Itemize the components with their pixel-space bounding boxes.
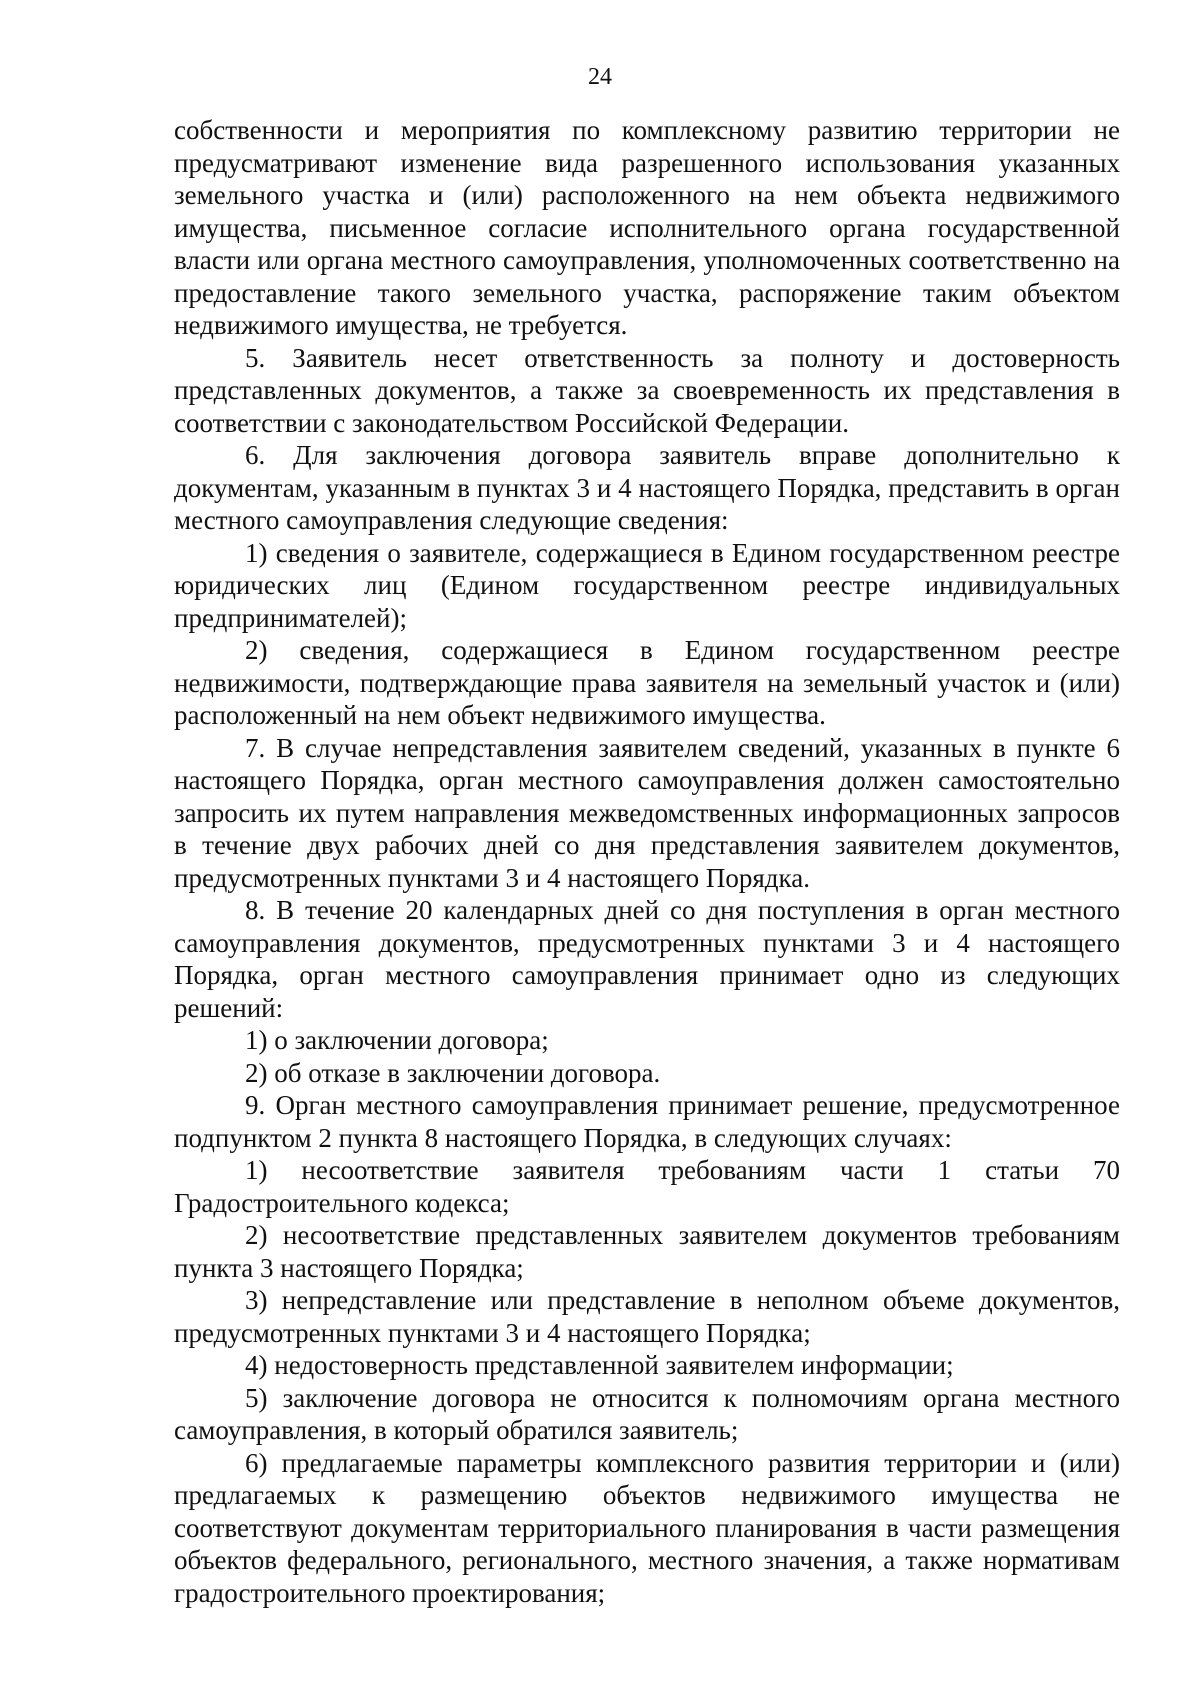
paragraph-item-9-5: 5) заключение договора не относится к полномочиям органа местного самоуправления, в который обратился заявитель; bbox=[174, 1382, 1120, 1445]
paragraph-item-8-1: 1) о заключении договора; bbox=[245, 1025, 549, 1055]
document-body bbox=[174, 114, 1120, 1609]
paragraph-item-8-2: 2) об отказе в заключении договора. bbox=[245, 1057, 661, 1088]
paragraph-item-7: 7. В случае непредставления заявителем сведений, указанных в пункте 6 настоящего Порядка, орган местного самоуправления должен самостоятельно запросить их путем направления межведомственных информационных запросов в течение двух рабочих дней со дня представления заявителем документов, предусмотренных пунктами 3 и 4 настоящего Порядка. bbox=[174, 732, 1120, 893]
paragraph-item-6-1: 1) сведения о заявителе, содержащиеся в Едином государственном реестре юридических лиц (Едином государственном реестре индивидуальных предпринимателей); bbox=[174, 537, 1120, 633]
paragraph-item-9-6: 6) предлагаемые параметры комплексного развития территории и (или) предлагаемых к размещению объектов недвижимого имущества не соответствуют документам территориального планирования в части размещения объектов федерального, регионального, местного значения, а также нормативам градостроительного проектирования; bbox=[174, 1447, 1120, 1608]
paragraph-item-9-2: 2) несоответствие представленных заявителем документов требованиям пункта 3 настоящего Порядка; bbox=[174, 1220, 1120, 1283]
paragraph-item-6: 6. Для заключения договора заявитель вправе дополнительно к документам, указанным в пунктах 3 и 4 настоящего Порядка, представить в орган местного самоуправления следующие сведения: bbox=[174, 440, 1120, 535]
paragraph-item-9-4: 4) недостоверность представленной заявителем информации; bbox=[245, 1350, 954, 1380]
paragraph-item-8: 8. В течение 20 календарных дней со дня поступления в орган местного самоуправления документов, предусмотренных пунктами 3 и 4 настоящего Порядка, орган местного самоуправления принимает одно из следующих решений: bbox=[174, 895, 1120, 1023]
paragraph-continuation: собственности и мероприятия по комплексному развитию территории не предусматривают изменение вида разрешенного использования указанных земельного участка и (или) расположенного на нем объекта недвижимого имущества, письменное согласие исполнительного органа государственной власти или органа местного самоуправления, уполномоченных соответственно на предоставление такого земельного участка, распоряжение таким объектом недвижимого имущества, не требуется. bbox=[174, 115, 1120, 340]
paragraph-item-5: 5. Заявитель несет ответственность за полноту и достоверность представленных документов, а также за своевременность их представления в соответствии с законодательством Российской Федерации. bbox=[174, 342, 1120, 438]
paragraph-item-9-1: 1) несоответствие заявителя требованиям части 1 статьи 70 Градостроительного кодекса; bbox=[174, 1155, 1120, 1218]
paragraph-item-9-3: 3) непредставление или представление в неполном объеме документов, предусмотренных пунктами 3 и 4 настоящего Порядка; bbox=[174, 1285, 1120, 1348]
paragraph-item-6-2: 2) сведения, содержащиеся в Едином государственном реестре недвижимости, подтверждающие права заявителя на земельный участок и (или) расположенный на нем объект недвижимого имущества. bbox=[174, 635, 1120, 730]
paragraph-item-9: 9. Орган местного самоуправления принимает решение, предусмотренное подпунктом 2 пункта 8 настоящего Порядка, в следующих случаях: bbox=[174, 1090, 1120, 1153]
page-number: 24 bbox=[588, 64, 612, 90]
